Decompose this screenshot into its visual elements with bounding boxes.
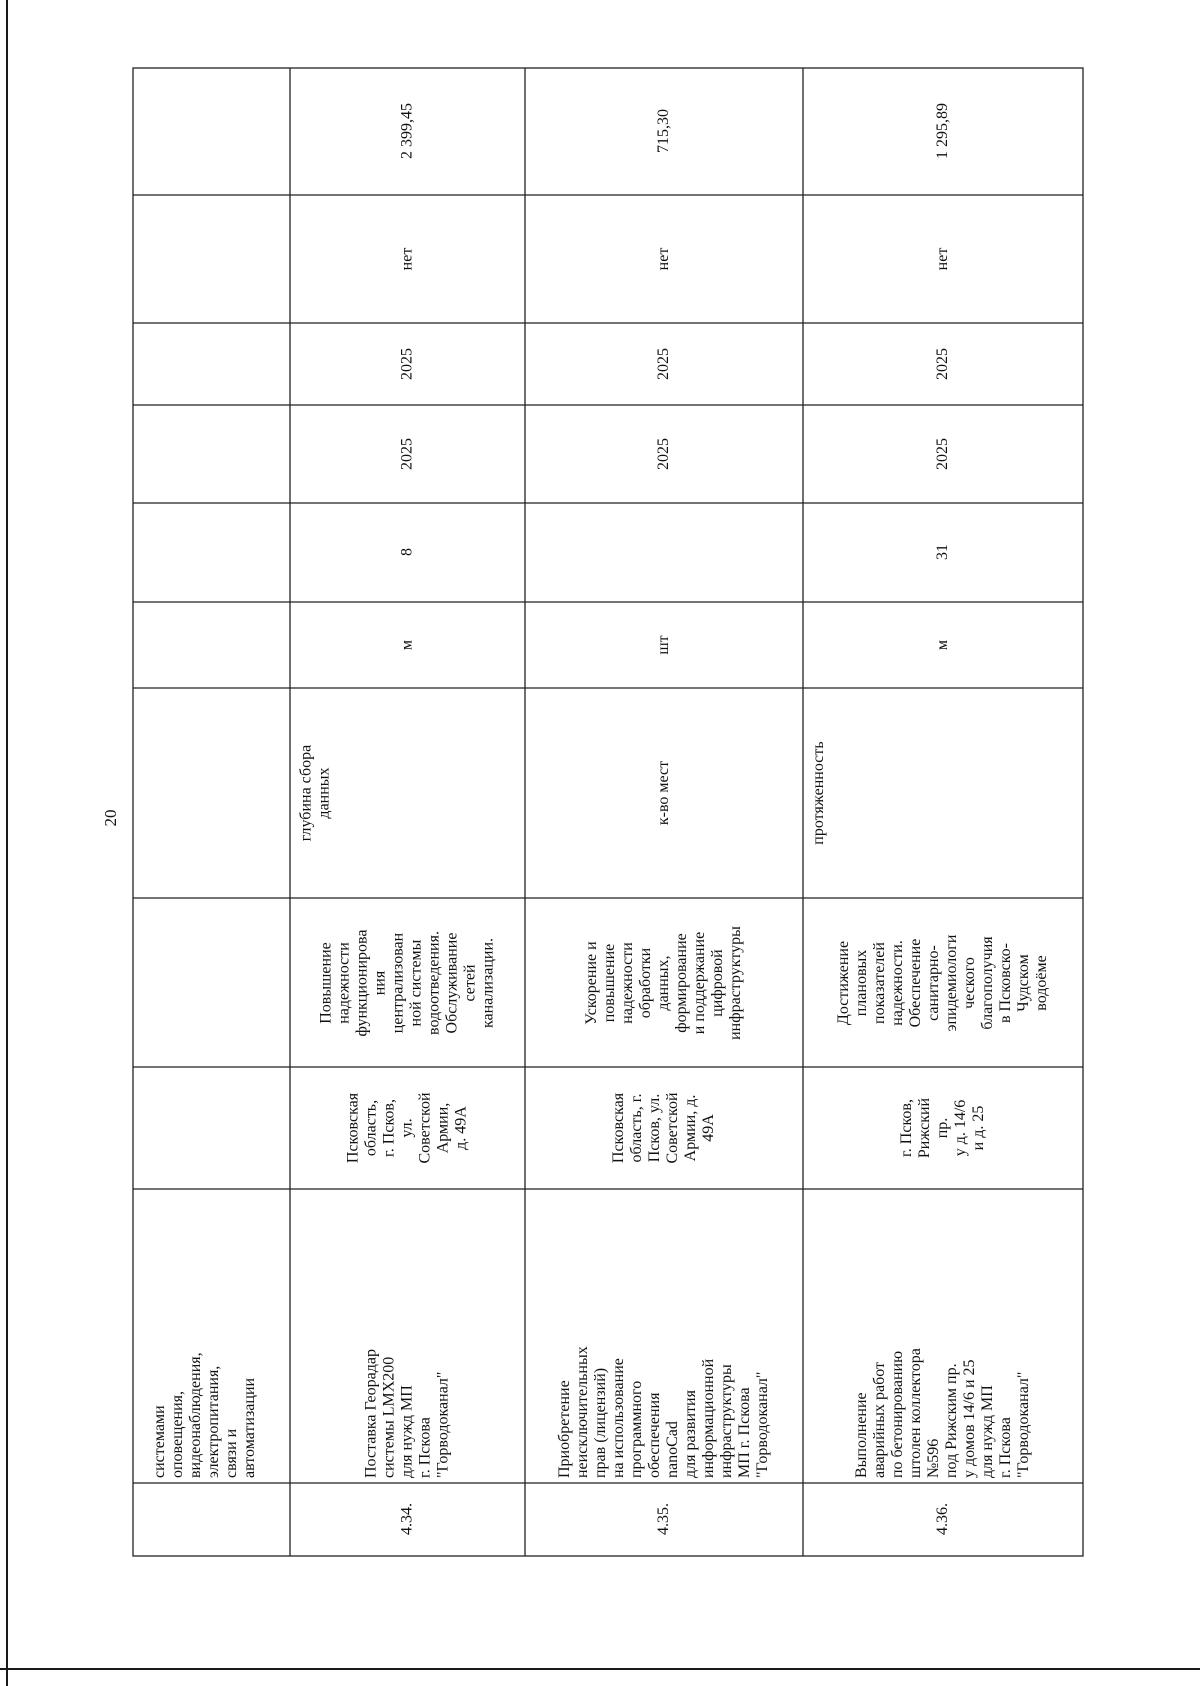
row-4-35-goal: Ускорение и повышение надежности обработки данных, формирование и поддержание цифровой инфраструктуры xyxy=(583,926,744,1040)
row-4-34-unit: м xyxy=(398,639,415,651)
row-4-34-name: Поставка Георадар системы LMX200 для нужд МП г. Пскова "Горводоканал" xyxy=(362,1348,451,1478)
row-4-36-name: Выполнение аварийных работ по бетонированию штолен коллектора №596 под Рижским пр. у домов 14/6 и 25 для нужд МП г. Пскова "Горводоканал" xyxy=(853,1348,1032,1478)
row-4-35-unit: шт xyxy=(655,635,672,655)
row-4-34-cost: 2 399,45 xyxy=(398,103,415,159)
row-4-35-indicator: к-во мест xyxy=(655,760,672,826)
row-4-34-address: Псковская область, г. Псков, ул. Советской Армии, д. 49А xyxy=(344,1092,469,1164)
row-4-36-flag: нет xyxy=(934,247,951,271)
row-4-36-number: 4.36. xyxy=(934,1503,951,1535)
row-4-34-flag: нет xyxy=(398,247,415,271)
row-4-36-start-year: 2025 xyxy=(934,438,951,470)
row-4-34-indicator: глубина сбора данных xyxy=(297,744,333,842)
row-4-36-value: 31 xyxy=(934,544,951,560)
header-name-cell: системами оповещения, видеонаблюдения, электропитания, связи и автоматизации xyxy=(151,1352,258,1478)
page-number: 20 xyxy=(101,809,120,827)
row-4-35-address: Псковская область, г. Псков, ул. Советской Армии, д. 49А xyxy=(610,1092,717,1164)
row-4-35-flag: нет xyxy=(655,247,672,271)
row-4-34-value: 8 xyxy=(398,548,415,556)
row-4-36-end-year: 2025 xyxy=(934,348,951,380)
row-4-35-name: Приобретение неисключительных прав (лицензий) на использование программного обеспечения nanoCad для развития информационной инфраструктуры МП г. Пскова "Горводоканал" xyxy=(556,1346,771,1478)
row-4-36-goal: Достижение плановых показателей надежности. Обеспечение санитарно- эпидемиологи ческого благополучия в Псковско- Чудском водоёме xyxy=(835,934,1050,1032)
row-4-36-address: г. Псков, Рижский пр. у д. 14/6 и д. 25 xyxy=(898,1097,987,1159)
row-4-34-goal: Повышение надежности функционирова ния централизован ной системы водоотведения. Обслуживание сетей канализации. xyxy=(317,929,496,1037)
row-4-35-start-year: 2025 xyxy=(655,438,672,470)
row-4-36-unit: м xyxy=(934,639,951,651)
row-4-35-number: 4.35. xyxy=(655,1503,672,1535)
row-4-36-cost: 1 295,89 xyxy=(934,103,951,159)
row-4-34-start-year: 2025 xyxy=(398,438,415,470)
row-4-35-value xyxy=(529,503,799,601)
row-4-36-indicator: протяженность xyxy=(810,741,827,845)
row-4-34-end-year: 2025 xyxy=(398,348,415,380)
row-4-35-cost: 715,30 xyxy=(655,109,672,153)
row-4-35-end-year: 2025 xyxy=(655,348,672,380)
row-4-34-number: 4.34. xyxy=(398,1503,415,1535)
